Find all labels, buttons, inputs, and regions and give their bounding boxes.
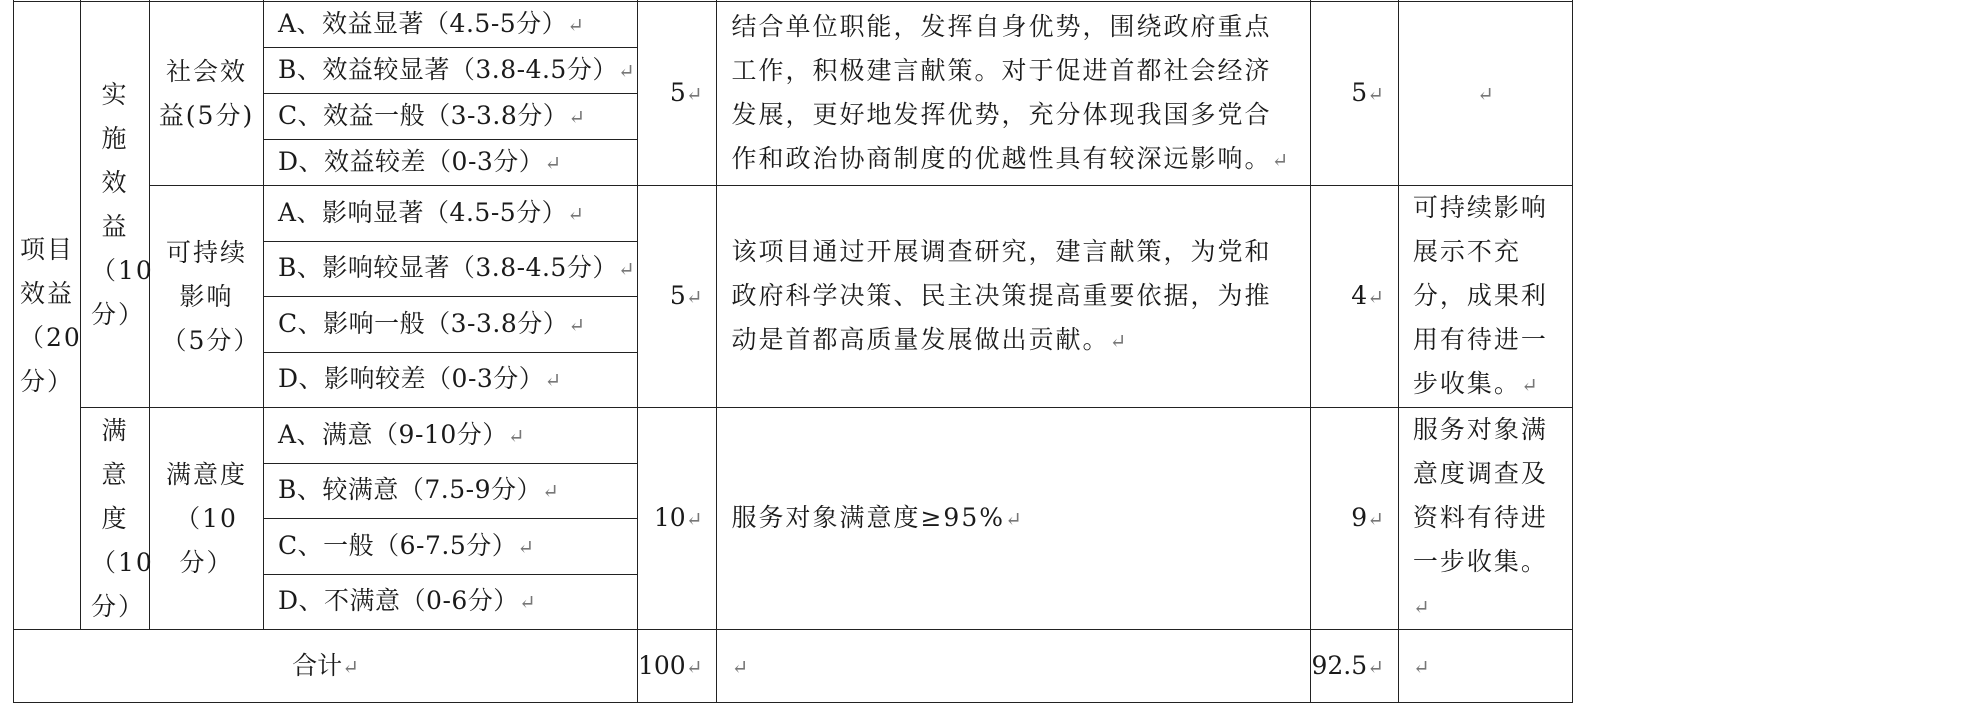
paragraph-mark: ↵	[544, 368, 562, 393]
total-label: 合计	[292, 650, 343, 680]
sub-item-cell	[150, 2, 264, 186]
total-weight-cell	[638, 630, 717, 703]
option-cell	[264, 48, 638, 94]
note-text: 服务对象满意度调查及资料有待进一步收集。	[1412, 415, 1548, 576]
option-text: A、效益显著（4.5-5分）	[278, 9, 568, 38]
weight-value: 5	[669, 281, 686, 310]
paragraph-mark: ↵	[1271, 148, 1291, 172]
description-text: 该项目通过开展调查研究，建言献策，为党和政府科学决策、民主决策提高重要依据，为推动是首都高质量发展做出贡献。	[731, 237, 1272, 354]
total-note-cell	[1398, 630, 1572, 703]
paragraph-mark: ↵	[1367, 654, 1384, 679]
option-cell	[264, 2, 638, 48]
group-label: 满意度（10分）	[91, 415, 154, 621]
option-text: B、效益较显著（3.8-4.5分）	[278, 55, 618, 84]
description-cell	[717, 2, 1311, 186]
paragraph-mark: ↵	[1367, 82, 1384, 106]
level1-cell	[14, 2, 81, 630]
weight-cell	[638, 186, 717, 408]
option-cell	[264, 574, 638, 630]
sub-item-label: 可持续影响（5分）	[161, 237, 261, 355]
option-cell	[264, 519, 638, 575]
paragraph-mark: ↵	[1367, 507, 1384, 531]
option-cell	[264, 297, 638, 353]
paragraph-mark: ↵	[1412, 654, 1432, 679]
sub-item-label: 满意度（10分）	[165, 459, 247, 577]
option-text: C、影响一般（3-3.8分）	[278, 308, 569, 338]
sub-item-cell	[150, 408, 264, 630]
note-cell	[1398, 186, 1572, 408]
paragraph-mark: ↵	[568, 105, 586, 129]
paragraph-mark: ↵	[617, 59, 636, 83]
weight-value: 10	[653, 503, 686, 532]
level1-label: 项目效益（20分）	[19, 234, 82, 396]
total-label-cell	[14, 630, 638, 703]
score-cell	[1311, 408, 1398, 630]
paragraph-mark: ↵	[731, 654, 751, 679]
paragraph-mark: ↵	[568, 312, 586, 337]
total-weight: 100	[638, 650, 686, 680]
option-text: A、影响显著（4.5-5分）	[278, 197, 568, 227]
score-value: 9	[1351, 503, 1368, 532]
paragraph-mark: ↵	[507, 423, 525, 448]
weight-cell	[638, 2, 717, 186]
option-text: C、效益一般（3-3.8分）	[278, 101, 569, 130]
table-row	[14, 408, 1573, 464]
option-cell	[264, 94, 638, 140]
group-cell	[81, 408, 154, 630]
weight-value: 5	[669, 78, 686, 107]
score-value: 5	[1351, 78, 1368, 107]
note-cell	[1398, 2, 1572, 186]
option-text: A、满意（9-10分）	[278, 419, 508, 449]
option-cell	[264, 463, 638, 519]
group-label: 实施效益（10分）	[91, 79, 154, 329]
paragraph-mark: ↵	[685, 654, 703, 679]
option-text: D、影响较差（0-3分）	[278, 364, 545, 394]
paragraph-mark: ↵	[567, 201, 585, 226]
total-description-cell	[717, 630, 1311, 703]
description-text: 结合单位职能，发挥自身优势，围绕政府重点工作，积极建言献策。对于促进首都社会经济发展，更好地发挥优势，充分体现我国多党合作和政治协商制度的优越性具有较深远影响。	[731, 12, 1272, 173]
total-score: 92.5	[1311, 650, 1368, 680]
option-cell	[264, 140, 638, 186]
paragraph-mark: ↵	[567, 13, 585, 37]
total-score-cell	[1311, 630, 1398, 703]
table-row	[14, 2, 1573, 48]
paragraph-mark: ↵	[518, 590, 537, 615]
table-row	[14, 186, 1573, 242]
paragraph-mark: ↵	[342, 654, 359, 679]
option-text: B、较满意（7.5-9分）	[278, 475, 542, 505]
score-value: 4	[1351, 281, 1368, 310]
weight-cell	[638, 408, 717, 630]
paragraph-mark: ↵	[1412, 595, 1432, 619]
paragraph-mark: ↵	[541, 479, 560, 504]
paragraph-mark: ↵	[517, 534, 535, 559]
score-cell	[1311, 2, 1398, 186]
description-cell	[717, 408, 1311, 630]
option-cell	[264, 186, 638, 242]
score-cell	[1311, 186, 1398, 408]
option-text: D、效益较差（0-3分）	[278, 147, 545, 176]
option-cell	[264, 352, 638, 408]
note-text: 可持续影响展示不充分，成果利用有待进一步收集。	[1412, 193, 1548, 398]
option-text: D、不满意（0-6分）	[278, 586, 519, 616]
description-cell	[717, 186, 1311, 408]
option-cell	[264, 408, 638, 464]
paragraph-mark: ↵	[1367, 285, 1384, 309]
group-cell	[81, 2, 154, 408]
paragraph-mark: ↵	[685, 285, 703, 309]
paragraph-mark: ↵	[544, 151, 562, 175]
option-cell	[264, 241, 638, 297]
description-text: 服务对象满意度≥95%	[731, 503, 1005, 532]
total-row	[14, 630, 1573, 703]
option-text: C、一般（6-7.5分）	[278, 530, 518, 560]
paragraph-mark: ↵	[1109, 329, 1129, 353]
sub-item-label: 社会效益(5分)	[158, 56, 255, 130]
evaluation-table	[13, 0, 1573, 703]
note-cell	[1398, 408, 1572, 630]
paragraph-mark: ↵	[1520, 373, 1540, 397]
paragraph-mark: ↵	[617, 257, 636, 282]
option-text: B、影响较显著（3.8-4.5分）	[278, 253, 618, 283]
paragraph-mark: ↵	[1477, 82, 1494, 106]
sub-item-cell	[150, 186, 264, 408]
paragraph-mark: ↵	[685, 82, 703, 106]
paragraph-mark: ↵	[685, 507, 703, 531]
paragraph-mark: ↵	[1005, 507, 1024, 531]
